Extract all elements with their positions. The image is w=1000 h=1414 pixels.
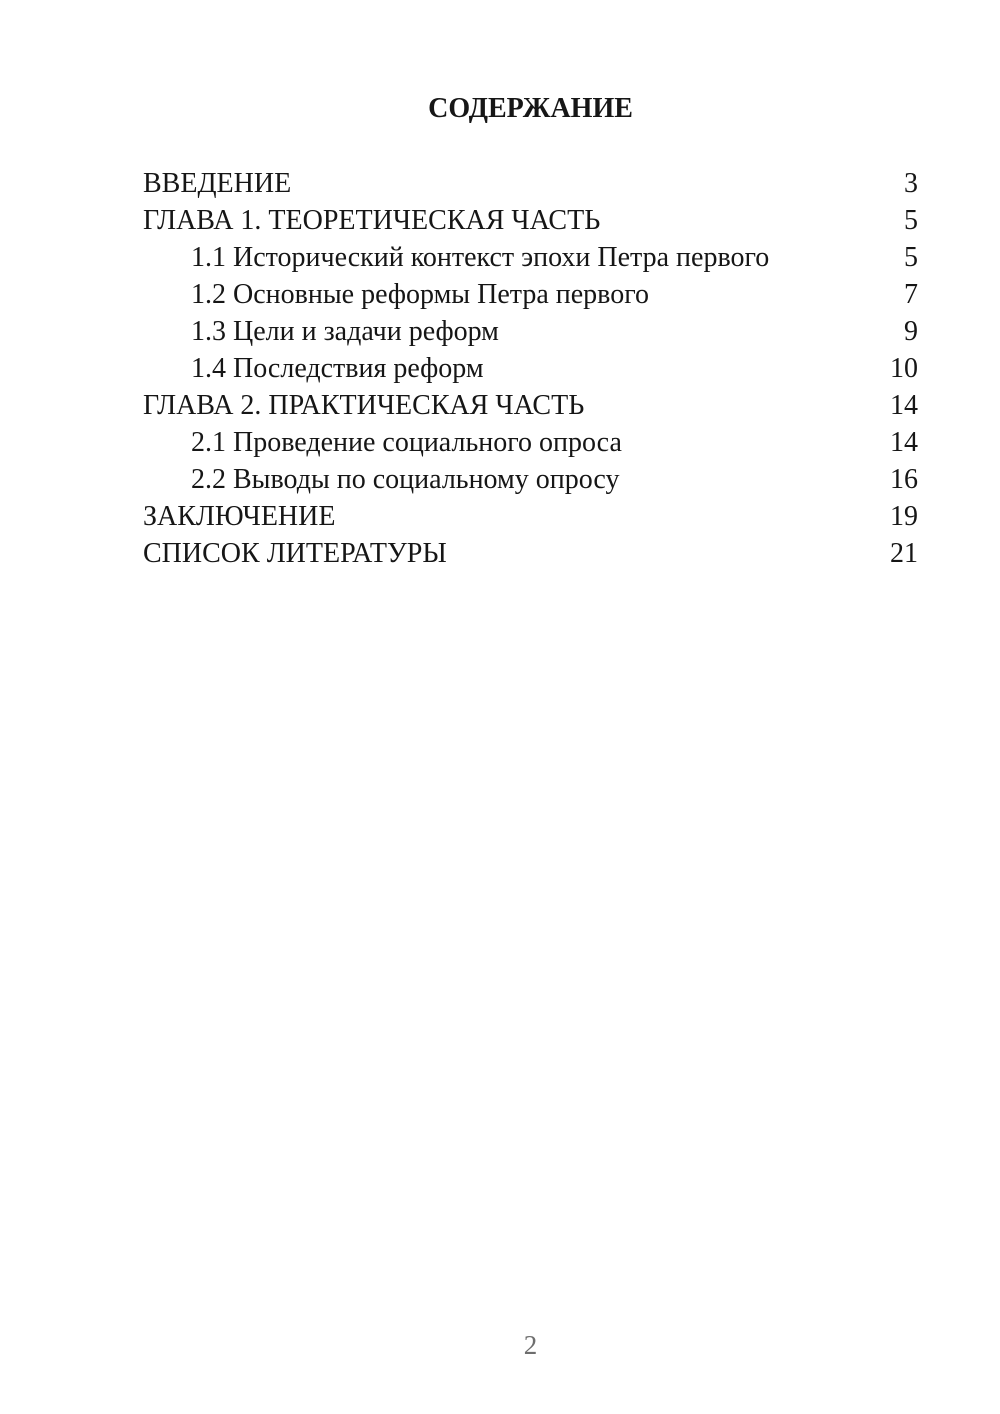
toc-row [143,313,918,350]
page-number: 2 [523,1330,538,1360]
toc-entry-page: 3 [904,168,918,199]
toc-entry-label: ГЛАВА 2. ПРАКТИЧЕСКАЯ ЧАСТЬ [143,390,585,421]
toc-entry-label: 1.2 Основные реформы Петра первого [191,279,649,310]
toc-entry-page: 19 [890,501,918,532]
toc-entry-page: 14 [890,427,918,458]
toc-row [143,202,918,239]
toc-entry-page: 10 [890,353,918,384]
toc-row [143,424,918,461]
toc-entry-page: 14 [890,390,918,421]
page-title: СОДЕРЖАНИЕ [428,93,633,124]
toc-entry-label: 1.4 Последствия реформ [191,353,484,384]
toc-row [143,350,918,387]
toc-entry-label: СПИСОК ЛИТЕРАТУРЫ [143,538,447,569]
toc-row [143,461,918,498]
toc-entry-page: 9 [904,316,918,347]
toc-entry-page: 21 [890,538,918,569]
toc-entry-label: ГЛАВА 1. ТЕОРЕТИЧЕСКАЯ ЧАСТЬ [143,205,601,236]
toc-row [143,535,918,572]
toc-row [143,165,918,202]
toc-entry-page: 16 [890,464,918,495]
toc-row [143,276,918,313]
toc-row [143,387,918,424]
toc-entry-label: 2.2 Выводы по социальному опросу [191,464,620,495]
toc-entry-label: ЗАКЛЮЧЕНИЕ [143,501,336,532]
toc-entry-label: 1.1 Исторический контекст эпохи Петра первого [191,242,770,273]
toc-entry-label: 1.3 Цели и задачи реформ [191,316,499,347]
toc-entry-page: 7 [904,279,918,310]
toc-entry-page: 5 [904,205,918,236]
toc-entry-page: 5 [904,242,918,273]
toc-entry-label: 2.1 Проведение социального опроса [191,427,622,458]
toc-entry-label: ВВЕДЕНИЕ [143,168,292,199]
toc-row [143,239,918,276]
table-of-contents [0,165,1000,572]
toc-row [143,498,918,535]
